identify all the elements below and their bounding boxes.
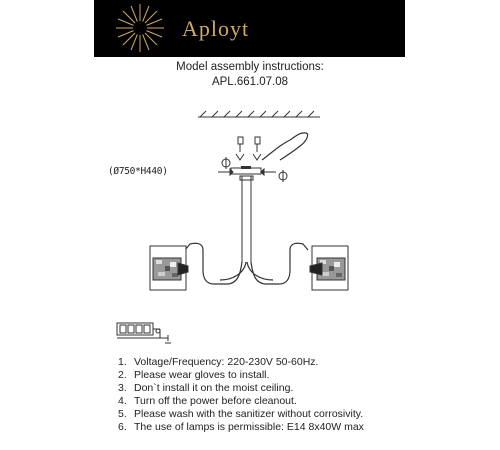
document-title: Model assembly instructions: <box>176 61 324 73</box>
right-shade <box>310 246 348 290</box>
ceiling <box>198 111 320 117</box>
instruction-item: 1. Voltage/Frequency: 220-230V 50-60Hz. <box>118 356 319 368</box>
screw-icon <box>236 137 261 160</box>
ground-icon <box>165 335 171 343</box>
instruction-item: 2. Please wear gloves to install. <box>118 369 270 382</box>
instruction-list <box>118 356 364 435</box>
brand-name: Aployt <box>182 16 250 41</box>
wire-icon <box>262 133 308 160</box>
arms <box>185 243 308 284</box>
instruction-item: 6. The use of lamps is permissible: E14 8x40W max <box>118 421 364 434</box>
instruction-item: 4. Turn off the power before cleanout. <box>118 395 297 408</box>
instruction-item: 5. Please wash with the sanitizer without corrosivity. <box>118 408 364 421</box>
instruction-item: 3. Don`t install it on the moist ceiling. <box>118 382 294 395</box>
model-number: APL.661.07.08 <box>211 76 289 88</box>
left-shade <box>150 246 188 290</box>
terminal-block-icon <box>117 323 168 338</box>
dimensions-label: (Ø750*H440) <box>108 166 168 177</box>
stem <box>240 176 253 262</box>
